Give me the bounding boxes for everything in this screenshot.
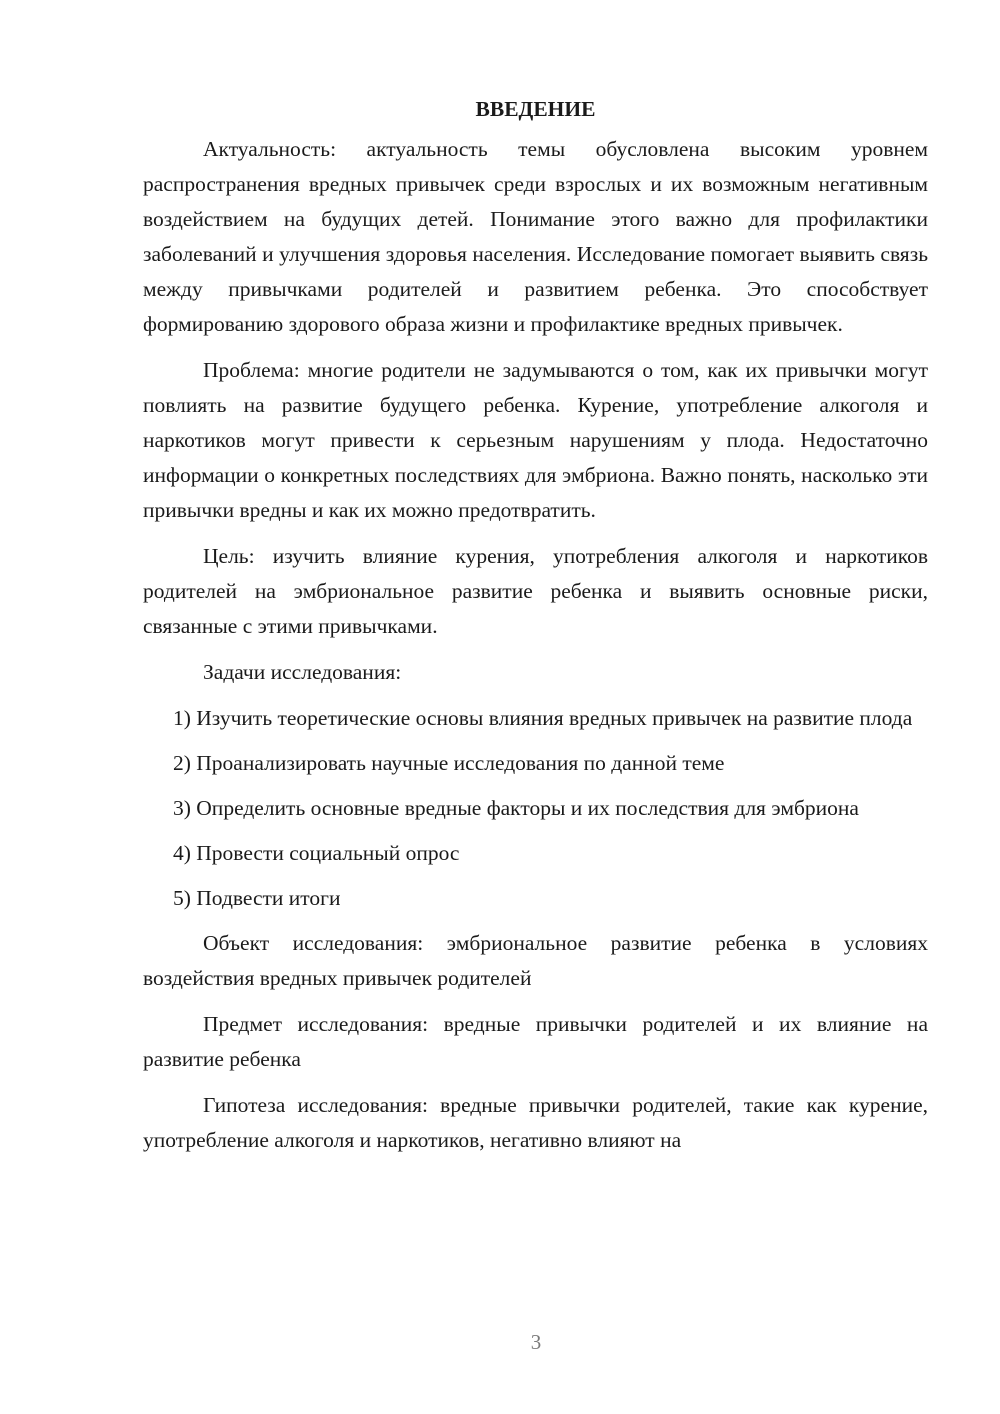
- problem-paragraph: Проблема: многие родители не задумываются о том, как их привычки могут повлиять на развитие будущего ребенка. Курение, употребление алкоголя и наркотиков могут привести к серьезным нарушениям у плода. Недостаточно информации о конкретных последствиях для эмбриона. Важно понять, насколько эти привычки вредны и как их можно предотвратить.: [143, 358, 928, 522]
- hypothesis-paragraph: Гипотеза исследования: вредные привычки родителей, такие как курение, употребление алкоголя и наркотиков, негативно влияют на: [143, 1093, 928, 1152]
- document-page: [143, 92, 928, 1169]
- object-paragraph: Объект исследования: эмбриональное развитие ребенка в условиях воздействия вредных привычек родителей: [143, 931, 928, 990]
- task-item-4: 4) Провести социальный опрос: [173, 841, 460, 865]
- task-item-3: 3) Определить основные вредные факторы и их последствия для эмбриона: [173, 796, 859, 820]
- task-item-2: 2) Проанализировать научные исследования по данной теме: [173, 751, 725, 775]
- subject-paragraph: Предмет исследования: вредные привычки родителей и их влияние на развитие ребенка: [143, 1012, 928, 1071]
- task-item-1: 1) Изучить теоретические основы влияния вредных привычек на развитие плода: [173, 706, 913, 730]
- goal-paragraph: Цель: изучить влияние курения, употребления алкоголя и наркотиков родителей на эмбриональное развитие ребенка и выявить основные риски, связанные с этими привычками.: [143, 544, 928, 638]
- relevance-paragraph: Актуальность: актуальность темы обусловлена высоким уровнем распространения вредных привычек среди взрослых и их возможным негативным воздействием на будущих детей. Понимание этого важно для профилактики заболеваний и улучшения здоровья населения. Исследование помогает выявить связь между привычками родителей и развитием ребенка. Это способствует формированию здорового образа жизни и профилактике вредных привычек.: [143, 137, 928, 336]
- page-number: 3: [530, 1330, 542, 1354]
- section-title: ВВЕДЕНИЕ: [475, 97, 596, 121]
- task-item-5: 5) Подвести итоги: [173, 886, 341, 910]
- tasks-heading: Задачи исследования:: [203, 660, 402, 684]
